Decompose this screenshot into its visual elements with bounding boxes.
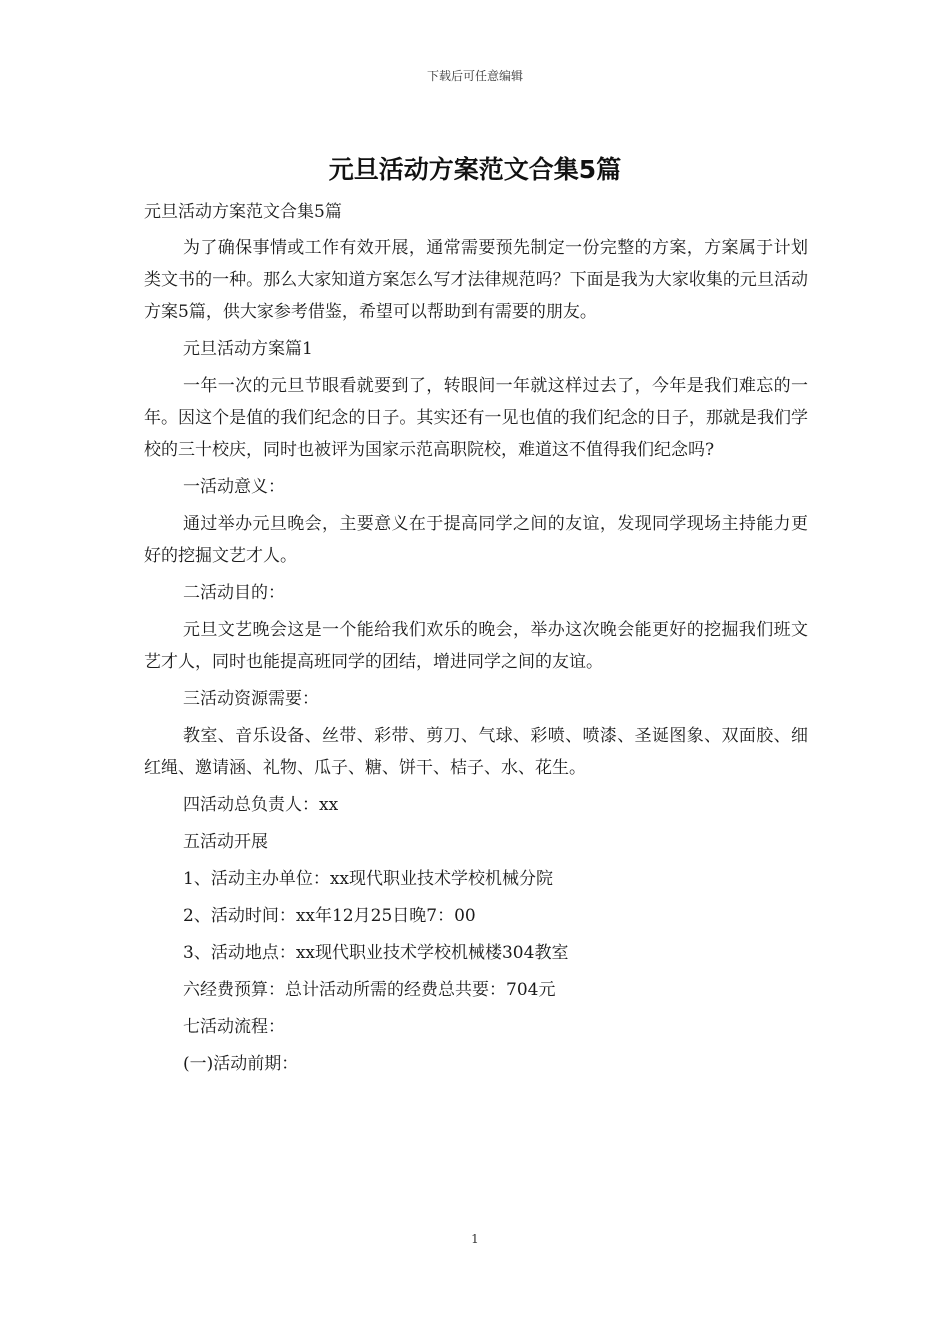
section-heading: 四活动总负责人：xx bbox=[183, 795, 339, 815]
section-heading: 一活动意义： bbox=[183, 477, 285, 497]
document-subtitle: 元旦活动方案范文合集5篇 bbox=[144, 202, 342, 222]
paragraph: 元旦文艺晚会这是一个能给我们欢乐的晚会，举办这次晚会能更好的挖掘我们班文艺才人，同时也能提高班同学的团结，增进同学之间的友谊。 bbox=[144, 620, 808, 672]
section-heading: 元旦活动方案篇1 bbox=[183, 339, 313, 359]
section-heading: 二活动目的： bbox=[183, 583, 285, 603]
section-heading: 五活动开展 bbox=[183, 832, 268, 852]
paragraph: 通过举办元旦晚会，主要意义在于提高同学之间的友谊，发现同学现场主持能力更好的挖掘文艺才人。 bbox=[144, 514, 808, 566]
header-note: 下载后可任意编辑 bbox=[426, 69, 523, 83]
paragraph: 教室、音乐设备、丝带、彩带、剪刀、气球、彩喷、喷漆、圣诞图象、双面胶、细红绳、邀请涵、礼物、瓜子、糖、饼干、桔子、水、花生。 bbox=[144, 726, 808, 778]
list-item: 1、活动主办单位：xx现代职业技术学校机械分院 bbox=[183, 869, 553, 889]
page-number: 1 bbox=[471, 1232, 479, 1246]
sub-heading: (一)活动前期： bbox=[183, 1054, 299, 1074]
section-heading: 六经费预算：总计活动所需的经费总共要：704元 bbox=[183, 980, 556, 1000]
paragraph: 一年一次的元旦节眼看就要到了，转眼间一年就这样过去了，今年是我们难忘的一年。因这个是值的我们纪念的日子。其实还有一见也值的我们纪念的日子，那就是我们学校的三十校庆，同时也被评为国家示范高职院校，难道这不值得我们纪念吗? bbox=[144, 376, 808, 460]
section-heading: 七活动流程： bbox=[183, 1017, 285, 1037]
list-item: 2、活动时间：xx年12月25日晚7：00 bbox=[183, 906, 476, 926]
paragraph-intro: 为了确保事情或工作有效开展，通常需要预先制定一份完整的方案，方案属于计划类文书的一种。那么大家知道方案怎么写才法律规范吗？下面是我为大家收集的元旦活动方案5篇，供大家参考借鉴，希望可以帮助到有需要的朋友。 bbox=[144, 238, 808, 322]
list-item: 3、活动地点：xx现代职业技术学校机械楼304教室 bbox=[183, 943, 569, 963]
section-heading: 三活动资源需要： bbox=[183, 689, 319, 709]
document-body bbox=[144, 196, 808, 1085]
document-title: 元旦活动方案范文合集5篇 bbox=[328, 155, 622, 184]
